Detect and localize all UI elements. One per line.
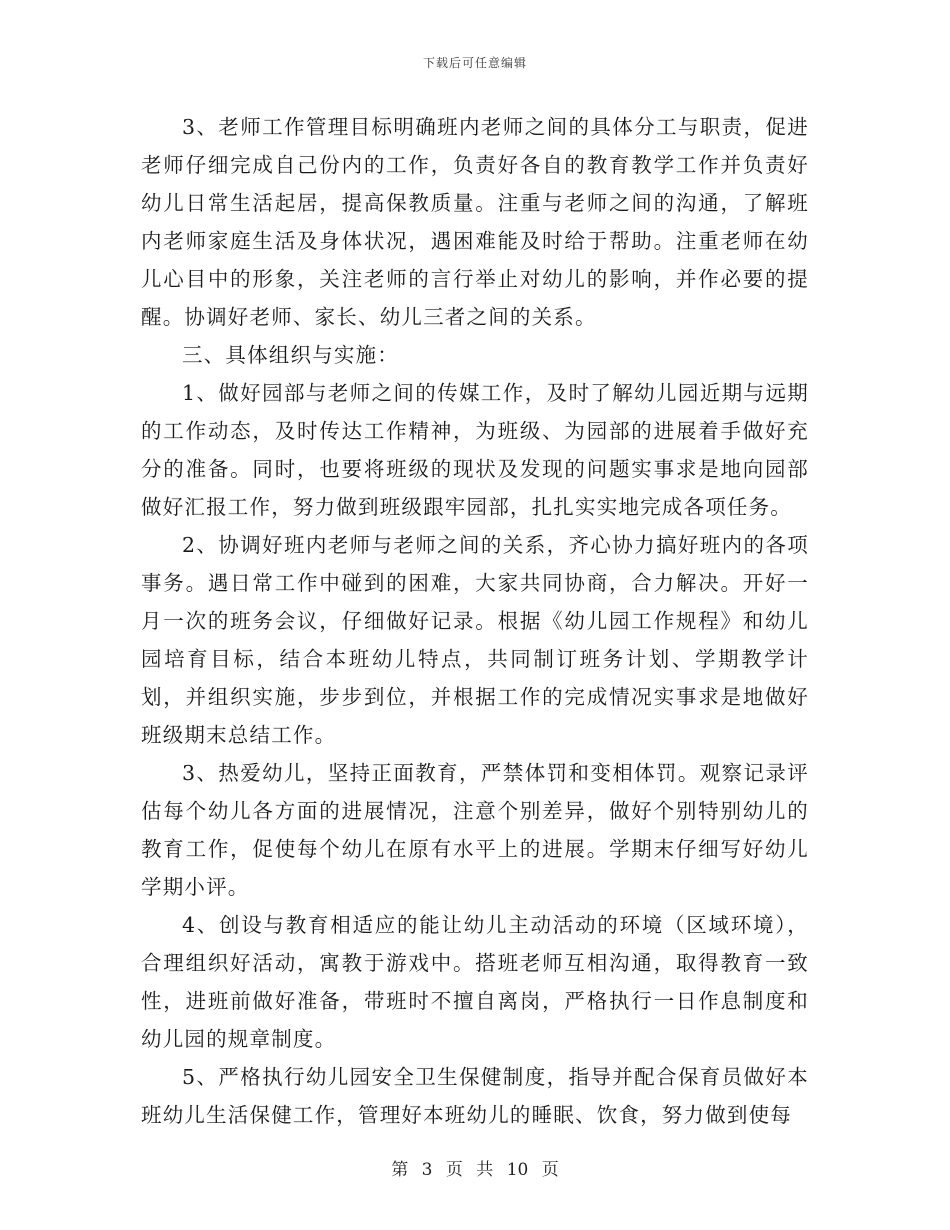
paragraph-teacher-management: 3、老师工作管理目标明确班内老师之间的具体分工与职责，促进老师仔细完成自己份内的工作，负责好各自的教育教学工作并负责好幼儿日常生活起居，提高保教质量。注重与老师之间的沟通，了解班内老师家庭生活及身体状况，遇困难能及时给于帮助。注重老师在幼儿心目中的形象，关注老师的言行举止对幼儿的影响，并作必要的提醒。协调好老师、家长、幼儿三者之间的关系。 xyxy=(141,115,809,329)
page-number-footer: 第 3 页 共 10 页 xyxy=(391,1160,559,1180)
document-body xyxy=(141,108,809,1134)
paragraph-item-1: 1、做好园部与老师之间的传媒工作，及时了解幼儿园近期与远期的工作动态，及时传达工作精神，为班级、为园部的进展着手做好充分的准备。同时，也要将班级的现状及发现的问题实事求是地向园部做好汇报工作，努力做到班级跟牢园部，扎扎实实地完成各项任务。 xyxy=(141,381,809,519)
paragraph-item-5: 5、严格执行幼儿园安全卫生保健制度，指导并配合保育员做好本班幼儿生活保健工作，管理好本班幼儿的睡眠、饮食，努力做到使每 xyxy=(141,1065,809,1127)
paragraph-item-3: 3、热爱幼儿，坚持正面教育，严禁体罚和变相体罚。观察记录评估每个幼儿各方面的进展情况，注意个别差异，做好个别特别幼儿的教育工作，促使每个幼儿在原有水平上的进展。学期末仔细写好幼儿学期小评。 xyxy=(141,761,809,899)
paragraph-item-4: 4、创设与教育相适应的能让幼儿主动活动的环境（区域环境），合理组织好活动，寓教于游戏中。搭班老师互相沟通，取得教育一致性，进班前做好准备，带班时不擅自离岗，严格执行一日作息制度和幼儿园的规章制度。 xyxy=(141,913,809,1051)
paragraph-item-2: 2、协调好班内老师与老师之间的关系，齐心协力搞好班内的各项事务。遇日常工作中碰到的困难，大家共同协商，合力解决。开好一月一次的班务会议，仔细做好记录。根据《幼儿园工作规程》和幼儿园培育目标，结合本班幼儿特点，共同制订班务计划、学期教学计划，并组织实施，步步到位，并根据工作的完成情况实事求是地做好班级期末总结工作。 xyxy=(141,533,809,747)
section-heading-implementation: 三、具体组织与实施： xyxy=(182,343,399,367)
page-header: 下载后可任意编辑 xyxy=(422,56,527,70)
